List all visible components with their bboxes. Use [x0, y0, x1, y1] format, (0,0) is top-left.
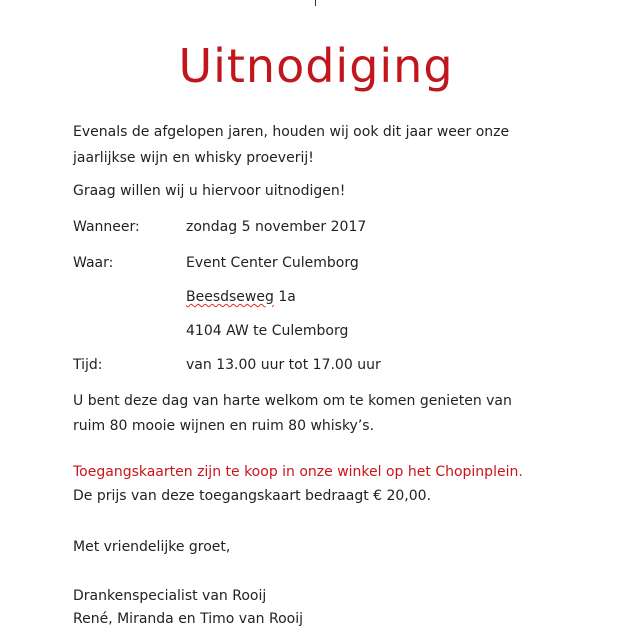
time-label: Tijd: — [73, 357, 103, 373]
where-postal-city: 4104 AW te Culemborg — [186, 323, 349, 339]
invite-line: Graag willen wij u hiervoor uitnodigen! — [73, 183, 346, 199]
when-label: Wanneer: — [73, 219, 140, 235]
where-street-line — [186, 287, 296, 307]
intro-line-1: Evenals de afgelopen jaren, houden wij ook dit jaar weer onze — [73, 124, 510, 140]
invitation-title: Uitnodiging — [178, 39, 454, 93]
welcome-line-1: U bent deze dag van harte welkom om te komen genieten van — [73, 393, 512, 409]
where-venue: Event Center Culemborg — [186, 255, 359, 271]
where-street-number: 1a — [273, 289, 296, 305]
where-street-name: Beesdseweg — [186, 289, 274, 305]
when-value: zondag 5 november 2017 — [186, 219, 367, 235]
where-label: Waar: — [73, 255, 114, 271]
greeting-line: Met vriendelijke groet, — [73, 539, 231, 555]
price-line: De prijs van deze toegangskaart bedraagt € 20,00. — [73, 488, 432, 504]
tickets-line: Toegangskaarten zijn te koop in onze winkel op het Chopinplein. — [73, 464, 523, 480]
signature-line-1: Drankenspecialist van Rooij — [73, 588, 267, 604]
text-cursor-mark — [315, 0, 316, 6]
welcome-line-2: ruim 80 mooie wijnen en ruim 80 whisky’s. — [73, 418, 375, 434]
time-value: van 13.00 uur tot 17.00 uur — [186, 357, 381, 373]
intro-line-2: jaarlijkse wijn en whisky proeverij! — [73, 150, 314, 166]
signature-line-2: René, Miranda en Timo van Rooij — [73, 611, 303, 627]
